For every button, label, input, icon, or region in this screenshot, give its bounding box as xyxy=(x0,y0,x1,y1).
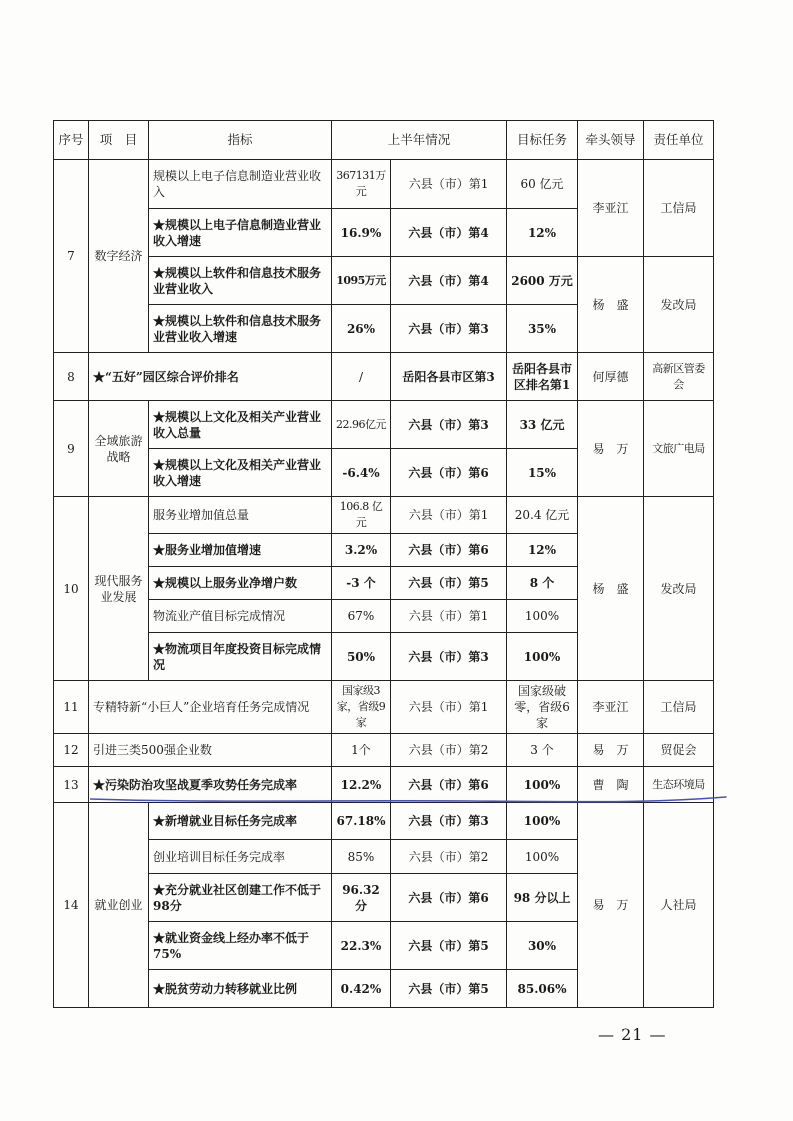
leader-cell: 杨 盛 xyxy=(578,257,644,353)
target-cell: 98 分以上 xyxy=(507,874,578,922)
value-cell: 16.9% xyxy=(332,209,391,257)
value-cell: 22.96亿元 xyxy=(332,401,391,449)
pen-underline-annotation xyxy=(90,791,730,811)
target-cell: 100% xyxy=(507,600,578,633)
indicator-cell: ★新增就业目标任务完成率 xyxy=(149,803,332,840)
rank-cell: 六县（市）第1 xyxy=(391,497,507,534)
indicator-cell: 规模以上电子信息制造业营业收入 xyxy=(149,160,332,209)
row-item: 全域旅游战略 xyxy=(89,401,149,497)
rank-cell: 六县（市）第2 xyxy=(391,840,507,874)
table-row xyxy=(54,734,714,767)
table-row xyxy=(54,257,714,305)
rank-cell: 六县（市）第1 xyxy=(391,600,507,633)
rank-cell: 六县（市）第3 xyxy=(391,633,507,681)
table-row xyxy=(54,353,714,401)
row-seq: 10 xyxy=(54,497,89,681)
row-seq: 13 xyxy=(54,767,89,803)
unit-cell: 生态环境局 xyxy=(644,767,714,803)
header-target: 目标任务 xyxy=(507,121,578,160)
target-cell: 30% xyxy=(507,922,578,970)
indicator-cell: ★规模以上服务业净增户数 xyxy=(149,567,332,600)
indicator-cell: ★规模以上文化及相关产业营业收入总量 xyxy=(149,401,332,449)
indicator-cell: 专精特新“小巨人”企业培育任务完成情况 xyxy=(89,681,332,734)
table-row xyxy=(54,681,714,734)
row-item: 数字经济 xyxy=(89,160,149,353)
value-cell: 106.8 亿元 xyxy=(332,497,391,534)
indicator-cell: ★充分就业社区创建工作不低于98分 xyxy=(149,874,332,922)
unit-cell: 工信局 xyxy=(644,160,714,257)
target-cell: 100% xyxy=(507,803,578,840)
rank-cell: 六县（市）第1 xyxy=(391,160,507,209)
unit-cell: 工信局 xyxy=(644,681,714,734)
rank-cell: 六县（市）第6 xyxy=(391,767,507,803)
table-row xyxy=(54,160,714,209)
target-cell: 35% xyxy=(507,305,578,353)
row-seq: 11 xyxy=(54,681,89,734)
unit-cell: 文旅广电局 xyxy=(644,401,714,497)
row-item: 现代服务业发展 xyxy=(89,497,149,681)
leader-cell: 李亚江 xyxy=(578,160,644,257)
value-cell: 67% xyxy=(332,600,391,633)
leader-cell: 何厚德 xyxy=(578,353,644,401)
value-cell: 22.3% xyxy=(332,922,391,970)
indicator-cell: ★“五好”园区综合评价排名 xyxy=(89,353,332,401)
leader-cell: 易 万 xyxy=(578,401,644,497)
rank-cell: 六县（市）第2 xyxy=(391,734,507,767)
unit-cell: 人社局 xyxy=(644,803,714,1008)
value-cell: 0.42% xyxy=(332,970,391,1008)
rank-cell: 六县（市）第3 xyxy=(391,401,507,449)
header-leader: 牵头领导 xyxy=(578,121,644,160)
header-first-half: 上半年情况 xyxy=(332,121,507,160)
target-cell: 8 个 xyxy=(507,567,578,600)
value-cell: 367131万元 xyxy=(332,160,391,209)
rank-cell: 六县（市）第5 xyxy=(391,567,507,600)
unit-cell: 发改局 xyxy=(644,257,714,353)
target-cell: 100% xyxy=(507,840,578,874)
target-cell: 20.4 亿元 xyxy=(507,497,578,534)
value-cell: 国家级3家，省级9家 xyxy=(332,681,391,734)
value-cell: -6.4% xyxy=(332,449,391,497)
header-unit: 责任单位 xyxy=(644,121,714,160)
row-seq: 9 xyxy=(54,401,89,497)
rank-cell: 六县（市）第4 xyxy=(391,257,507,305)
rank-cell: 六县（市）第6 xyxy=(391,449,507,497)
row-seq: 12 xyxy=(54,734,89,767)
unit-cell: 贸促会 xyxy=(644,734,714,767)
indicator-cell: ★规模以上软件和信息技术服务业营业收入 xyxy=(149,257,332,305)
rank-cell: 六县（市）第3 xyxy=(391,803,507,840)
target-cell: 3 个 xyxy=(507,734,578,767)
leader-cell: 杨 盛 xyxy=(578,497,644,681)
rank-cell: 六县（市）第5 xyxy=(391,922,507,970)
indicator-cell: ★污染防治攻坚战夏季攻势任务完成率 xyxy=(89,767,332,803)
leader-cell: 李亚江 xyxy=(578,681,644,734)
indicator-cell: ★就业资金线上经办率不低于75% xyxy=(149,922,332,970)
target-cell: 国家级破零，省级6家 xyxy=(507,681,578,734)
row-seq: 7 xyxy=(54,160,89,353)
indicator-cell: ★服务业增加值增速 xyxy=(149,534,332,567)
target-cell: 12% xyxy=(507,534,578,567)
indicator-cell: ★规模以上软件和信息技术服务业营业收入增速 xyxy=(149,305,332,353)
rank-cell: 六县（市）第4 xyxy=(391,209,507,257)
row-seq: 14 xyxy=(54,803,89,1008)
table-row xyxy=(54,401,714,449)
value-cell: 26% xyxy=(332,305,391,353)
rank-cell: 六县（市）第6 xyxy=(391,874,507,922)
leader-cell: 易 万 xyxy=(578,734,644,767)
leader-cell: 曹 陶 xyxy=(578,767,644,803)
header-row xyxy=(54,121,714,160)
header-seq: 序号 xyxy=(54,121,89,160)
row-item: 就业创业 xyxy=(89,803,149,1008)
rank-cell: 岳阳各县市区第3 xyxy=(391,353,507,401)
target-cell: 15% xyxy=(507,449,578,497)
value-cell: 12.2% xyxy=(332,767,391,803)
indicator-table xyxy=(53,120,714,1008)
value-cell: 50% xyxy=(332,633,391,681)
target-cell: 12% xyxy=(507,209,578,257)
rank-cell: 六县（市）第5 xyxy=(391,970,507,1008)
leader-cell: 易 万 xyxy=(578,803,644,1008)
target-cell: 85.06% xyxy=(507,970,578,1008)
unit-cell: 发改局 xyxy=(644,497,714,681)
indicator-cell: ★脱贫劳动力转移就业比例 xyxy=(149,970,332,1008)
value-cell: -3 个 xyxy=(332,567,391,600)
target-cell: 60 亿元 xyxy=(507,160,578,209)
page-number: — 21 — xyxy=(598,1025,667,1044)
target-cell: 100% xyxy=(507,633,578,681)
header-indicator: 指标 xyxy=(149,121,332,160)
target-cell: 100% xyxy=(507,767,578,803)
indicator-cell: 创业培训目标任务完成率 xyxy=(149,840,332,874)
header-item: 项 目 xyxy=(89,121,149,160)
rank-cell: 六县（市）第6 xyxy=(391,534,507,567)
value-cell: / xyxy=(332,353,391,401)
indicator-cell: ★规模以上电子信息制造业营业收入增速 xyxy=(149,209,332,257)
value-cell: 3.2% xyxy=(332,534,391,567)
indicator-cell: ★规模以上文化及相关产业营业收入增速 xyxy=(149,449,332,497)
target-cell: 岳阳各县市区排名第1 xyxy=(507,353,578,401)
value-cell: 85% xyxy=(332,840,391,874)
value-cell: 96.32 分 xyxy=(332,874,391,922)
value-cell: 1095万元 xyxy=(332,257,391,305)
value-cell: 67.18% xyxy=(332,803,391,840)
indicator-cell: 引进三类500强企业数 xyxy=(89,734,332,767)
indicator-cell: 物流业产值目标完成情况 xyxy=(149,600,332,633)
table-row xyxy=(54,497,714,534)
indicator-cell: 服务业增加值总量 xyxy=(149,497,332,534)
rank-cell: 六县（市）第1 xyxy=(391,681,507,734)
row-seq: 8 xyxy=(54,353,89,401)
target-cell: 2600 万元 xyxy=(507,257,578,305)
rank-cell: 六县（市）第3 xyxy=(391,305,507,353)
unit-cell: 高新区管委会 xyxy=(644,353,714,401)
indicator-cell: ★物流项目年度投资目标完成情况 xyxy=(149,633,332,681)
target-cell: 33 亿元 xyxy=(507,401,578,449)
value-cell: 1个 xyxy=(332,734,391,767)
